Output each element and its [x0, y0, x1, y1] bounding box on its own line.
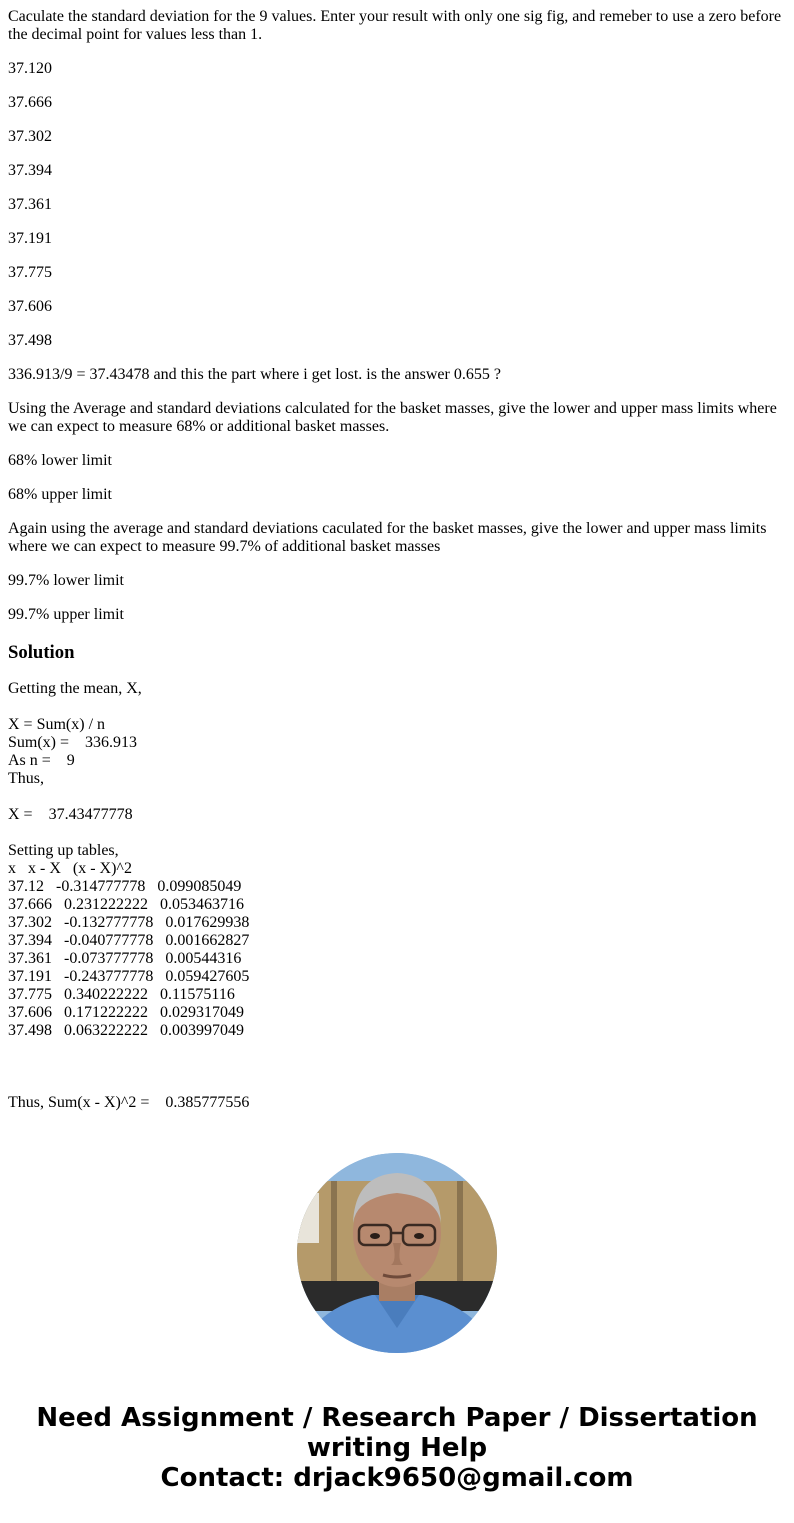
cell-deviation: 0.063222222 [64, 1022, 148, 1039]
cell-deviation: -0.243777778 [64, 968, 154, 985]
cell-x: 37.775 [8, 986, 52, 1003]
avatar [297, 1153, 497, 1353]
question-section [8, 8, 786, 624]
table-row [8, 986, 786, 1004]
cell-x: 37.191 [8, 968, 52, 985]
spacer [8, 1058, 786, 1076]
table-row [8, 968, 786, 986]
sum-of-squares: Thus, Sum(x - X)^2 = 0.385777556 [8, 1094, 250, 1111]
table-row [8, 950, 786, 968]
cell-x: 37.302 [8, 914, 52, 931]
banner-line-2: writing Help [306, 1433, 488, 1463]
table-row [8, 1022, 786, 1040]
question-intro: Caculate the standard deviation for the 9 values. Enter your result with only one sig fig, and remeber to use a zero before the decimal point for values less than 1. [8, 8, 782, 43]
cell-x: 37.606 [8, 1004, 52, 1021]
cell-squared: 0.029317049 [160, 1004, 244, 1021]
spacer [8, 1076, 786, 1094]
table-header-x: x [8, 860, 16, 877]
table-row [8, 914, 786, 932]
part2-lower-limit: 68% lower limit [8, 452, 112, 469]
spacer [8, 788, 786, 806]
value-item: 37.361 [8, 196, 52, 213]
value-item: 37.498 [8, 332, 52, 349]
mean-intro: Getting the mean, X, [8, 680, 142, 697]
cell-x: 37.361 [8, 950, 52, 967]
cell-squared: 0.053463716 [160, 896, 244, 913]
cell-squared: 0.017629938 [165, 914, 250, 931]
spacer [8, 698, 786, 716]
solution-body [8, 680, 786, 1112]
cell-squared: 0.099085049 [157, 878, 242, 895]
person-portrait-icon [297, 1153, 497, 1353]
cell-deviation: -0.040777778 [64, 932, 154, 949]
banner-contact-email: Contact: drjack9650@gmail.com [160, 1463, 634, 1493]
part3-prompt: Again using the average and standard deviations caculated for the basket masses, give the lower and upper mass limits where we can expect to measure 99.7% of additional basket masses [8, 520, 767, 555]
cell-deviation: 0.231222222 [64, 896, 148, 913]
cell-squared: 0.001662827 [165, 932, 250, 949]
table-header-squared: (x - X)^2 [72, 860, 132, 877]
value-item: 37.302 [8, 128, 52, 145]
cell-deviation: -0.314777778 [56, 878, 146, 895]
solution-heading: Solution [8, 642, 75, 663]
cell-squared: 0.11575116 [160, 986, 235, 1003]
table-row [8, 878, 786, 896]
value-item: 37.606 [8, 298, 52, 315]
cell-deviation: 0.340222222 [64, 986, 148, 1003]
mean-formula: X = Sum(x) / n [8, 716, 106, 733]
cell-x: 37.498 [8, 1022, 52, 1039]
cell-squared: 0.003997049 [160, 1022, 244, 1039]
value-item: 37.666 [8, 94, 52, 111]
spacer [8, 1040, 786, 1058]
value-item: 37.775 [8, 264, 52, 281]
cell-squared: 0.059427605 [165, 968, 250, 985]
cell-x: 37.666 [8, 896, 52, 913]
value-item: 37.191 [8, 230, 52, 247]
value-item: 37.120 [8, 60, 52, 77]
mean-result: X = 37.43477778 [8, 806, 133, 823]
cell-deviation: -0.132777778 [64, 914, 154, 931]
value-item: 37.394 [8, 162, 52, 179]
cell-deviation: 0.171222222 [64, 1004, 148, 1021]
cell-squared: 0.00544316 [165, 950, 242, 967]
part3-upper-limit: 99.7% upper limit [8, 606, 124, 623]
part3-lower-limit: 99.7% lower limit [8, 572, 124, 589]
cell-x: 37.394 [8, 932, 52, 949]
contact-banner [0, 1403, 794, 1493]
thus-label: Thus, [8, 770, 44, 787]
n-label: As n = 9 [8, 752, 75, 769]
table-row [8, 896, 786, 914]
banner-line-1: Need Assignment / Research Paper / Dissertation [36, 1403, 758, 1433]
table-row [8, 932, 786, 950]
table-header-row [8, 860, 786, 878]
table-header-deviation: x - X [28, 860, 61, 877]
part2-upper-limit: 68% upper limit [8, 486, 112, 503]
table-row [8, 1004, 786, 1022]
tables-intro: Setting up tables, [8, 842, 119, 859]
part2-prompt: Using the Average and standard deviations calculated for the basket masses, give the lower and upper mass limits where we can expect to measure 68% or additional basket masses. [8, 400, 777, 435]
cell-x: 37.12 [8, 878, 44, 895]
spacer [8, 824, 786, 842]
sum-label: Sum(x) = 336.913 [8, 734, 138, 751]
cell-deviation: -0.073777778 [64, 950, 154, 967]
question-attempt: 336.913/9 = 37.43478 and this the part where i get lost. is the answer 0.655 ? [8, 366, 501, 383]
